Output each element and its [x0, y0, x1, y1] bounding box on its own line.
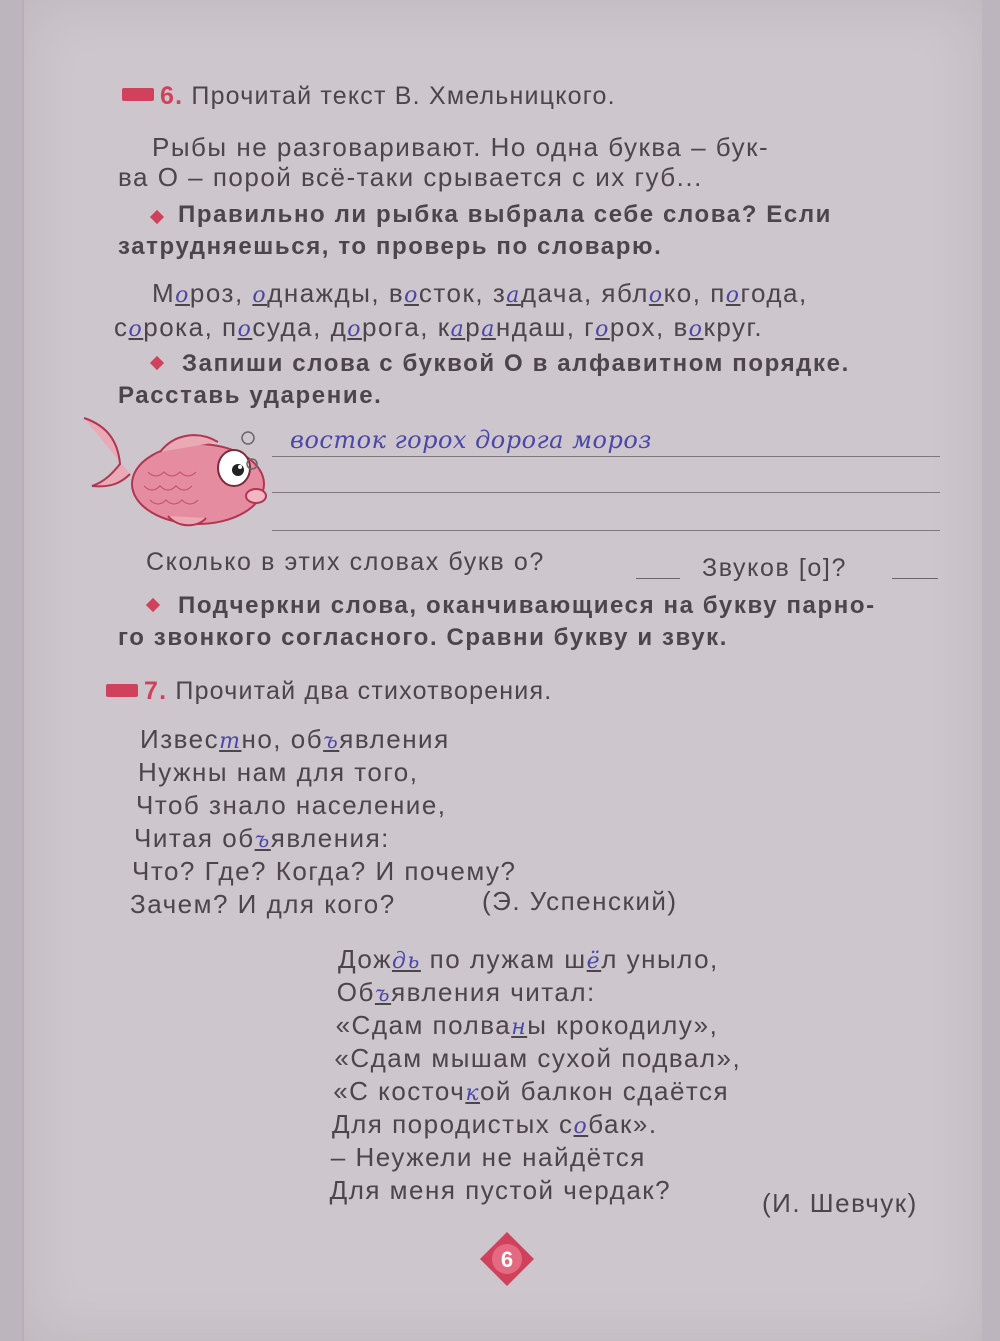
exercise-marker — [106, 684, 138, 697]
handwritten-letter: о — [648, 283, 664, 308]
poem-line: – Неужели не найдётся — [330, 1142, 646, 1172]
handwritten-letter: дь — [391, 949, 421, 974]
poem-line: Нужны нам для того, — [138, 757, 419, 787]
task-text: го звонкого согласного. Сравни букву и звук. — [118, 624, 729, 651]
handwritten-letter: н — [511, 1015, 528, 1040]
handwritten-letter: ъ — [254, 828, 271, 853]
answer-line — [272, 530, 940, 531]
poem-line: Чтоб знало население, — [136, 790, 447, 820]
sounds-question: Звуков [о]? — [702, 554, 847, 582]
handwritten-letter: а — [450, 317, 466, 342]
word-list-line: Мороз, однажды, восток, задача, яблоко, погода, — [152, 278, 808, 308]
handwritten-letter: а — [506, 283, 521, 308]
poem-line: Что? Где? Когда? И почему? — [132, 856, 517, 886]
handwritten-letter: о — [595, 317, 610, 342]
exercise-7-heading — [144, 677, 552, 706]
handwritten-answer: восток горох дорога мороз — [290, 426, 652, 454]
intro-line: Рыбы не разговаривают. Но одна буква – бук- — [152, 132, 770, 162]
exercise-7-title: Прочитай два стихотворения. — [175, 677, 553, 705]
handwritten-letter: ё — [586, 949, 602, 974]
poem-line: Дождь по лужам шёл уныло, — [338, 944, 719, 974]
handwritten-letter: о — [725, 283, 741, 308]
exercise-7-number: 7. — [144, 677, 168, 705]
handwritten-letter: к — [465, 1081, 480, 1106]
poem-line: Объявления читал: — [336, 977, 596, 1007]
handwritten-letter: ъ — [323, 729, 340, 754]
task-text: затрудняешься, то проверь по словарю. — [118, 233, 663, 260]
word-list-line: сорока, посуда, дорога, карандаш, горох, вокруг. — [114, 312, 764, 342]
bubbles-icon — [240, 428, 262, 474]
poem-line: Зачем? И для кого? — [130, 889, 396, 919]
page-number: 6 — [500, 1247, 514, 1272]
handwritten-letter: о — [128, 317, 144, 342]
poem-line: Для меня пустой чердак? — [329, 1175, 672, 1205]
task-text: Подчеркни слова, оканчивающиеся на букву парно- — [178, 592, 876, 619]
poem-line: «Сдам мышам сухой подвал», — [334, 1043, 742, 1073]
handwritten-letter: о — [252, 283, 268, 308]
answer-line — [272, 456, 940, 457]
task-text: Правильно ли рыбка выбрала себе слова? Если — [178, 201, 833, 228]
handwritten-letter: ъ — [374, 982, 392, 1007]
handwritten-letter: а — [481, 317, 496, 342]
poem-2-author: (И. Шевчук) — [762, 1188, 918, 1218]
exercise-6-heading — [160, 82, 616, 111]
task-text: Расставь ударение. — [118, 382, 383, 409]
handwritten-letter: о — [573, 1114, 589, 1139]
sounds-answer-blank — [892, 578, 938, 579]
count-answer-blank — [636, 578, 680, 579]
count-question: Сколько в этих словах букв о? — [146, 548, 545, 576]
exercise-6-title: Прочитай текст В. Хмельницкого. — [191, 82, 616, 110]
poem-line: Известно, объявления — [140, 724, 450, 754]
answer-line — [272, 492, 940, 493]
poem-line: «Сдам полваны крокодилу», — [335, 1010, 719, 1040]
poem-line: Читая объявления: — [134, 823, 390, 853]
handwritten-letter: о — [347, 317, 362, 342]
handwritten-letter: о — [688, 317, 704, 342]
handwritten-letter: т — [219, 729, 242, 754]
exercise-6-number: 6. — [160, 82, 184, 110]
page-number-badge — [478, 1230, 536, 1288]
exercise-marker — [122, 88, 154, 101]
poem-1-author: (Э. Успенский) — [482, 886, 678, 916]
poem-line: «С косточкой балкон сдаётся — [333, 1076, 730, 1106]
handwritten-letter: о — [237, 317, 253, 342]
handwritten-letter: о — [175, 283, 190, 308]
task-text: Запиши слова с буквой О в алфавитном порядке. — [182, 350, 850, 377]
poem-line: Для породистых собак». — [332, 1109, 658, 1139]
intro-line: ва О – порой всё-таки срывается с их губ... — [118, 162, 703, 192]
handwritten-letter: о — [404, 283, 419, 308]
